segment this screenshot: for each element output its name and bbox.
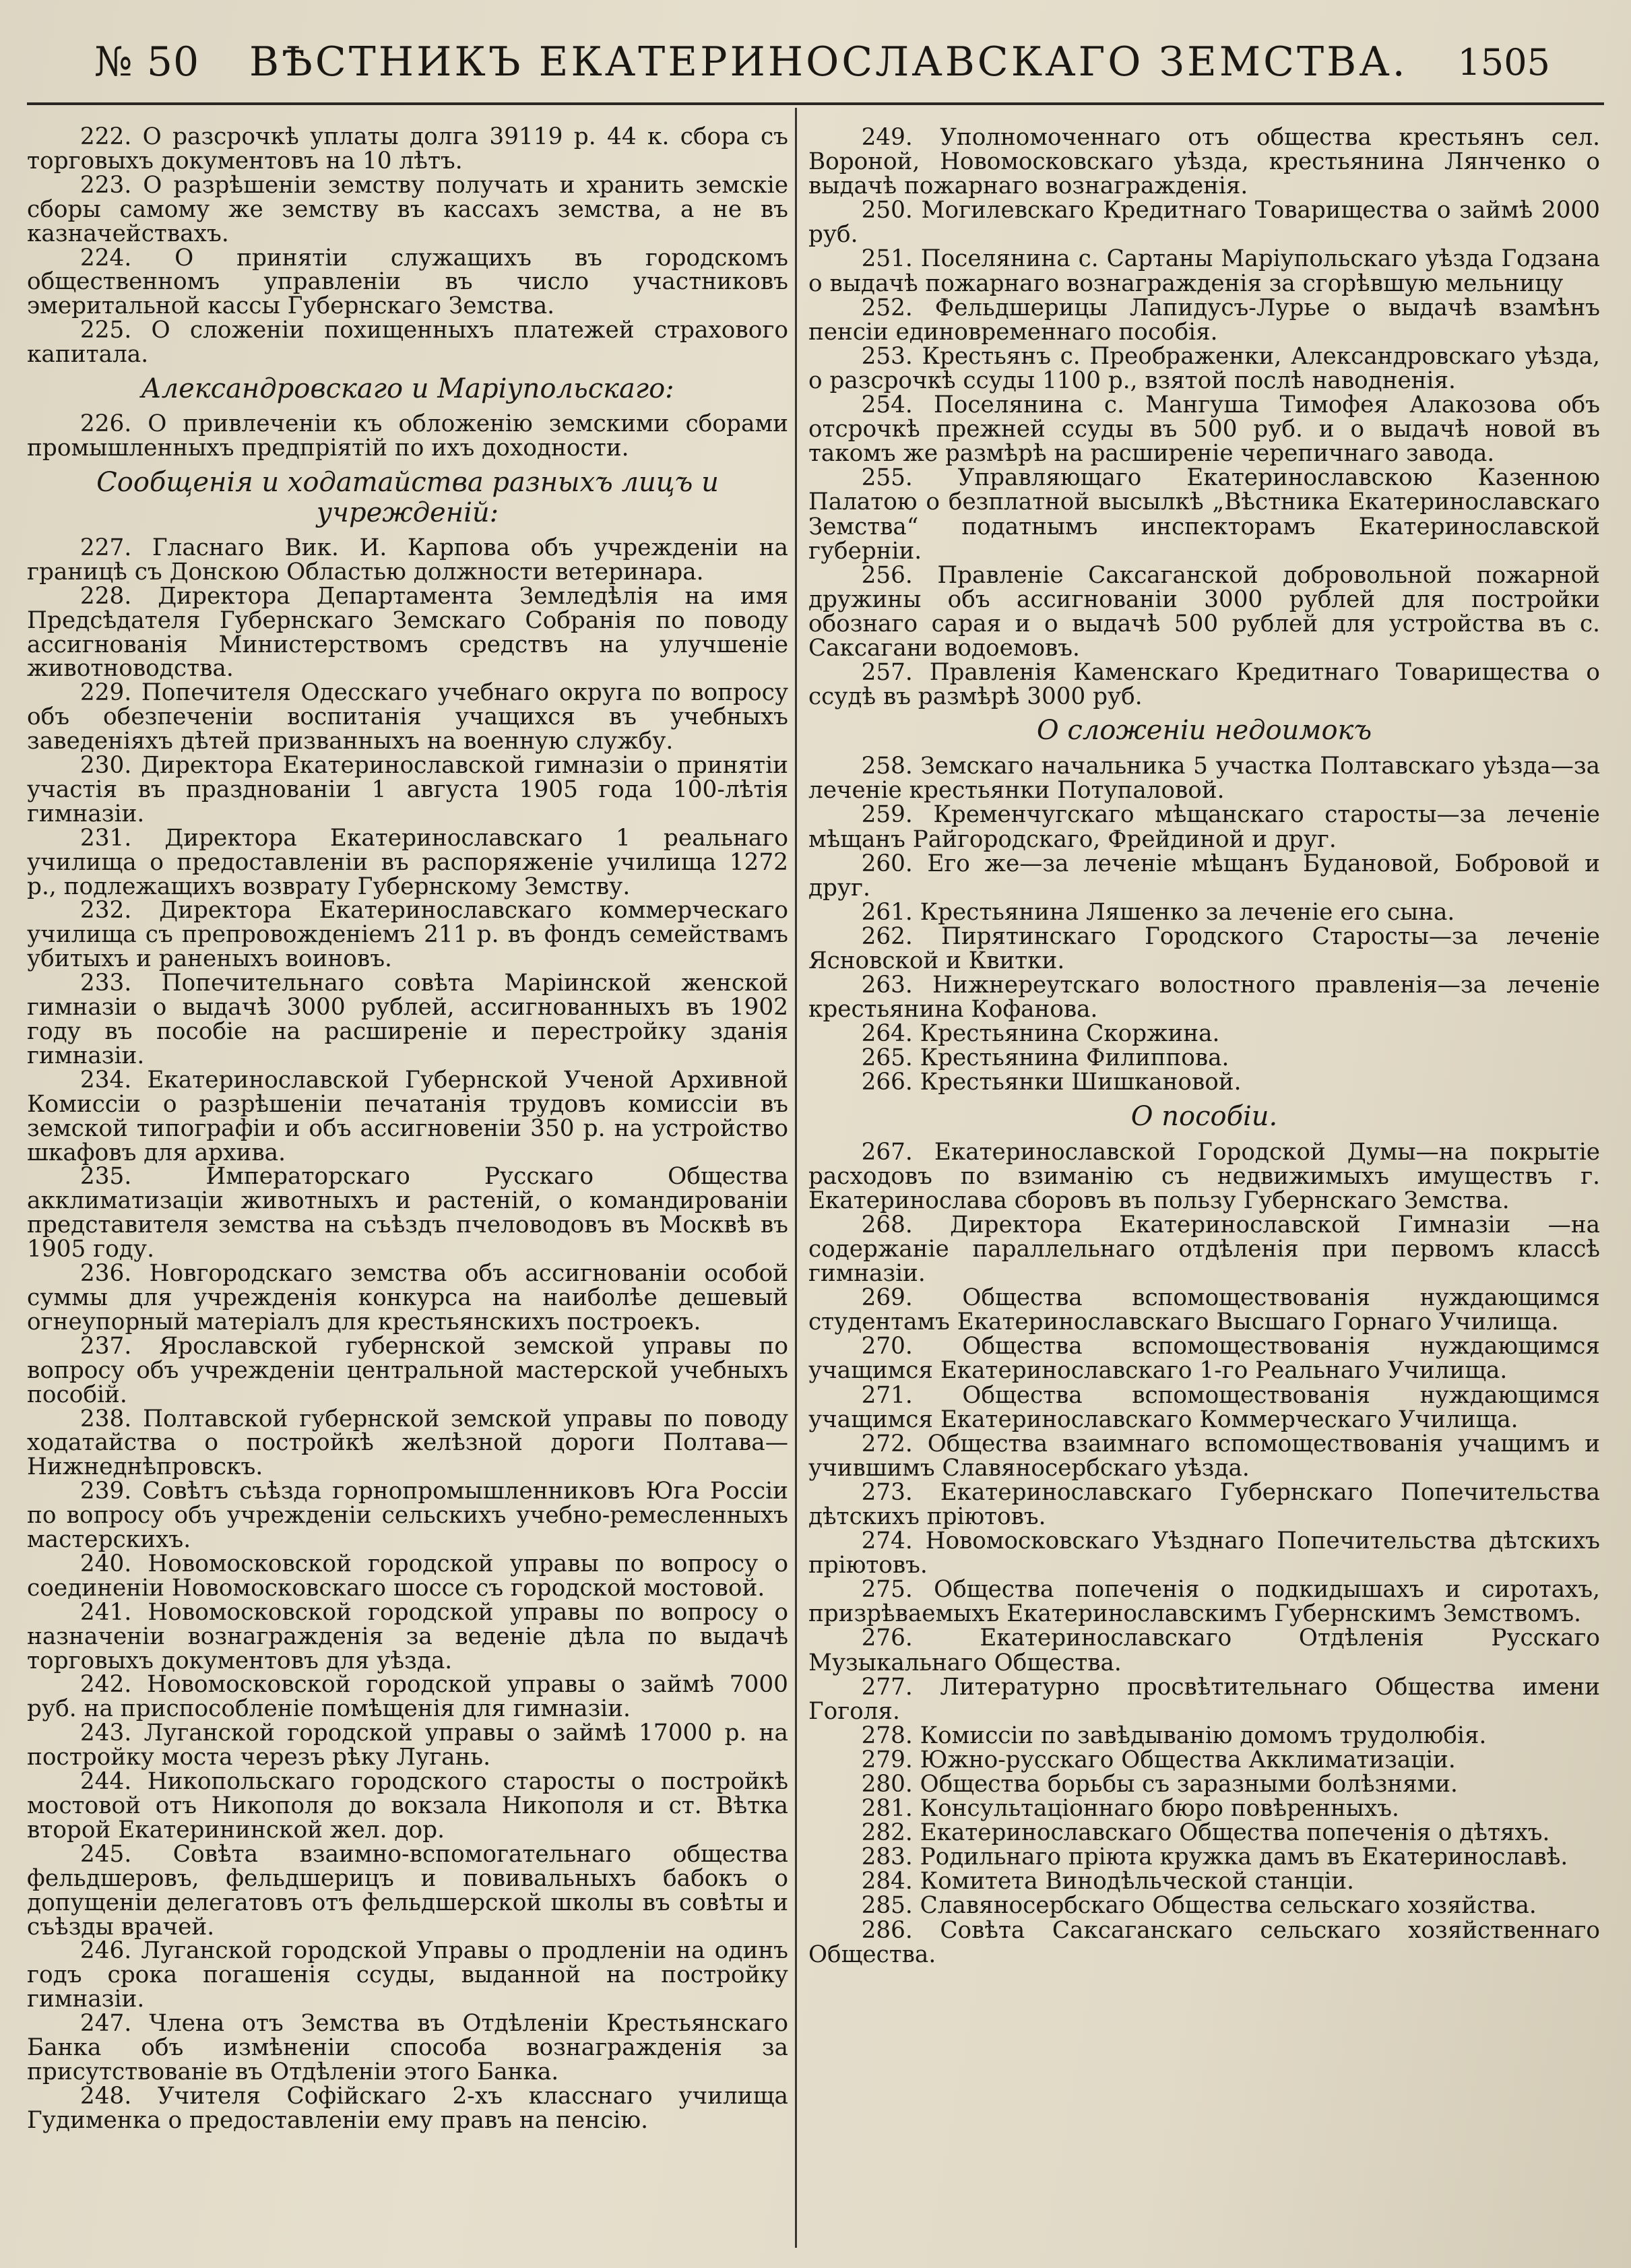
agenda-item: 236. Новгородскаго земства объ ассигнованіи особой суммы для учрежденія конкурса на наиболѣе дешевый огнеупорный матеріалъ для крестьянскихъ построекъ. (27, 1260, 788, 1335)
agenda-item: 243. Луганской городской управы о займѣ 17000 р. на постройку моста черезъ рѣку Лугань. (27, 1720, 788, 1771)
agenda-item: 271. Общества вспомоществованія нуждающимся учащимся Екатеринославскаго Коммерческаго Училища. (808, 1381, 1600, 1433)
agenda-item: 280. Общества борьбы съ заразными болѣзнями. (861, 1771, 1458, 1798)
agenda-item: 253. Крестьянъ с. Преображенки, Александровскаго уѣзда, о разсрочкѣ ссуды 1100 р., взятой послѣ наводненія. (808, 342, 1600, 394)
agenda-item: 239. Совѣтъ съѣзда горнопромышленниковъ Юга Россіи по вопросу объ учрежденіи сельскихъ учебно-ремесленныхъ мастерскихъ. (27, 1478, 788, 1554)
agenda-item: 257. Правленія Каменскаго Кредитнаго Товарищества о ссудѣ въ размѣрѣ 3000 руб. (808, 659, 1600, 711)
agenda-item: 286. Совѣта Саксаганскаго сельскаго хозяйственнаго Общества. (808, 1916, 1600, 1968)
section-heading: Александровскаго и Маріупольскаго: (141, 373, 674, 405)
header-rule (27, 102, 1604, 105)
agenda-item: 244. Никопольскаго городского старосты о постройкѣ мостовой отъ Никополя до вокзала Никополя и ст. Вѣтка второй Екатерининской жел. дор. (27, 1768, 788, 1844)
agenda-item: 270. Общества вспомоществованія нуждающимся учащимся Екатеринославскаго 1-го Реальнаго Училища. (808, 1333, 1600, 1385)
agenda-item: 277. Литературно просвѣтительнаго Общества имени Гоголя. (808, 1673, 1600, 1725)
agenda-item: 278. Комиссіи по завѣдыванію домомъ трудолюбія. (861, 1722, 1487, 1749)
column-divider (795, 108, 797, 2248)
agenda-item: 238. Полтавской губернской земской управы по поводу ходатайства о постройкѣ желѣзной дороги Полтава—Нижнеднѣпровскъ. (27, 1405, 788, 1481)
agenda-item: 231. Директора Екатеринославскаго 1 реальнаго училища о предоставленіи въ распоряженіе училища 1272 р., подлежащихъ возврату Губернскому Земству. (27, 824, 788, 900)
agenda-item: 262. Пирятинскаго Городского Старосты—за леченіе Ясновской и Квитки. (808, 922, 1600, 974)
agenda-item: 283. Родильнаго пріюта кружка дамъ въ Екатеринославѣ. (861, 1844, 1568, 1871)
agenda-item: 241. Новомосковской городской управы по вопросу о назначеніи вознагражденія за веденіе дѣла по выдачѣ торговыхъ документовъ для уѣзда. (27, 1598, 788, 1674)
page-number: 1505 (1457, 40, 1550, 84)
agenda-item: 240. Новомосковской городской управы по вопросу о соединеніи Новомосковскаго шоссе съ городской мостовой. (27, 1550, 788, 1602)
agenda-item: 229. Попечителя Одесскаго учебнаго округа по вопросу объ обезпеченіи воспитанія учащихся въ учебныхъ заведеніяхъ дѣтей призванныхъ на военную службу. (27, 679, 788, 755)
left-column (27, 125, 788, 2248)
agenda-item: 261. Крестьянина Ляшенко за леченіе его сына. (861, 898, 1455, 926)
page-header (94, 24, 1550, 100)
agenda-item: 223. О разрѣшеніи земству получать и хранить земскіе сборы самому же земству въ кассахъ земства, а не въ казначействахъ. (27, 171, 788, 247)
agenda-item: 252. Фельдшерицы Лапидусъ-Лурье о выдачѣ взамѣнъ пенсіи единовременнаго пособія. (808, 294, 1600, 346)
agenda-item: 279. Южно-русскаго Общества Акклиматизаціи. (861, 1746, 1456, 1773)
agenda-item: 251. Поселянина с. Сартаны Маріупольскаго уѣзда Годзана о выдачѣ пожарнаго вознагражденія за сгорѣвшую мельницу (808, 245, 1600, 297)
agenda-item: 266. Крестьянки Шишкановой. (861, 1069, 1242, 1096)
agenda-item: 226. О привлеченіи къ обложенію земскими сборами промышленныхъ предпріятій по ихъ доходности. (27, 410, 788, 462)
agenda-item: 255. Управляющаго Екатеринославскою Казенною Палатою о безплатной высылкѣ „Вѣстника Екатеринославскаго Земства“ податнымъ инспекторамъ Екатеринославской губерніи. (808, 464, 1600, 565)
agenda-item: 264. Крестьянина Скоржина. (861, 1020, 1220, 1048)
agenda-item: 237. Ярославской губернской земской управы по вопросу объ учрежденіи центральной мастерской учебныхъ пособій. (27, 1332, 788, 1408)
section-heading: О пособіи. (1130, 1100, 1278, 1132)
right-column (808, 125, 1600, 2248)
section-heading: О сложеніи недоимокъ (1036, 715, 1372, 747)
agenda-item: 282. Екатеринославскаго Общества попеченія о дѣтяхъ. (861, 1819, 1550, 1847)
agenda-item: 284. Комитета Винодѣльческой станціи. (861, 1868, 1355, 1895)
agenda-item: 275. Общества попеченія о подкидышахъ и сиротахъ, призрѣваемыхъ Екатеринославскимъ Губернскимъ Земствомъ. (808, 1576, 1600, 1628)
agenda-item: 247. Члена отъ Земства въ Отдѣленіи Крестьянскаго Банка объ измѣненіи способа вознагражденія за присутствованіе въ Отдѣленіи этого Банка. (27, 2010, 788, 2085)
agenda-item: 242. Новомосковской городской управы о займѣ 7000 руб. на приспособленіе помѣщенія для гимназіи. (27, 1671, 788, 1723)
agenda-item: 225. О сложеніи похищенныхъ платежей страхового капитала. (27, 317, 788, 369)
agenda-item: 230. Директора Екатеринославской гимназіи о принятіи участія въ празднованіи 1 августа 1905 года 100-лѣтія гимназіи. (27, 752, 788, 827)
agenda-item: 263. Нижнереутскаго волостного правленія—за леченіе крестьянина Кофанова. (808, 972, 1600, 1023)
agenda-item: 254. Поселянина с. Мангуша Тимофея Алакозова объ отсрочкѣ прежней ссуды въ 500 руб. и о выдачѣ новой въ такомъ же размѣрѣ на расширеніе черепичнаго завода. (808, 391, 1600, 468)
agenda-item: 276. Екатеринославскаго Отдѣленія Русскаго Музыкальнаго Общества. (808, 1625, 1600, 1676)
agenda-item: 222. О разсрочкѣ уплаты долга 39119 р. 44 к. сбора съ торговыхъ документовъ на 10 лѣтъ. (27, 123, 788, 175)
agenda-item: 224. О принятіи служащихъ въ городскомъ общественномъ управленіи въ число участниковъ эмеритальной кассы Губернскаго Земства. (27, 244, 788, 320)
agenda-item: 259. Кременчугскаго мѣщанскаго старосты—за леченіе мѣщанъ Райгородскаго, Фрейдиной и друг. (808, 801, 1600, 853)
agenda-item: 245. Совѣта взаимно-вспомогательнаго общества фельдшеровъ, фельдшерицъ и повивальныхъ бабокъ о допущеніи делегатовъ отъ фельдшерской школы въ совѣты и съѣзды врачей. (27, 1840, 788, 1941)
journal-title: ВѢСТНИКЪ ЕКАТЕРИНОСЛАВСКАГО ЗЕМСТВА. (249, 38, 1408, 86)
agenda-item: 232. Директора Екатеринославскаго коммерческаго училища съ препровожденіемъ 211 р. въ фондъ семействамъ убитыхъ и раненыхъ воиновъ. (27, 897, 788, 973)
agenda-item: 246. Луганской городской Управы о продленіи на одинъ годъ срока погашенія ссуды, выданной на постройку гимназіи. (27, 1937, 788, 2013)
agenda-item: 273. Екатеринославскаго Губернскаго Попечительства дѣтскихъ пріютовъ. (808, 1478, 1600, 1530)
agenda-item: 235. Императорскаго Русскаго Общества акклиматизаціи животныхъ и растеній, о командированіи представителя земства на съѣздъ пчеловодовъ въ Москвѣ въ 1905 году. (27, 1163, 788, 1263)
agenda-item: 265. Крестьянина Филиппова. (861, 1044, 1229, 1072)
section-heading: Сообщенія и ходатайства разныхъ лицъ и учрежденій: (96, 466, 719, 528)
agenda-item: 256. Правленіе Саксаганской добровольной пожарной дружины объ ассигнованіи 3000 рублей для постройки обознаго сарая и о выдачѣ 500 рублей для устройства въ с. Саксагани водоемовъ. (808, 561, 1600, 662)
agenda-item: 285. Славяносербскаго Общества сельскаго хозяйства. (861, 1892, 1537, 1920)
agenda-item: 269. Общества вспомоществованія нуждающимся студентамъ Екатеринославскаго Высшаго Горнаго Училища. (808, 1284, 1600, 1336)
agenda-item: 274. Новомосковскаго Уѣзднаго Попечительства дѣтскихъ пріютовъ. (808, 1527, 1600, 1579)
agenda-item: 233. Попечительнаго совѣта Маріинской женской гимназіи о выдачѣ 3000 рублей, ассигнованныхъ въ 1902 году въ пособіе на расширеніе и перестройку зданія гимназіи. (27, 970, 788, 1069)
agenda-item: 227. Гласнаго Вик. И. Карпова объ учрежденіи на границѣ съ Донскою Областью должности ветеринара. (27, 534, 788, 586)
agenda-item: 249. Уполномоченнаго отъ общества крестьянъ сел. Вороной, Новомосковскаго уѣзда, крестьянина Лянченко о выдачѣ пожарнаго вознагражденія. (808, 124, 1600, 200)
agenda-item: 260. Его же—за леченіе мѣщанъ Будановой, Бобровой и друг. (808, 850, 1600, 902)
agenda-item: 248. Учителя Софійскаго 2-хъ класснаго училища Гудименка о предоставленіи ему правъ на пенсію. (27, 2082, 788, 2134)
agenda-item: 228. Директора Департамента Земледѣлія на имя Предсѣдателя Губернскаго Земскаго Собранія по поводу ассигнованія Министерствомъ средствъ на улучшеніе животноводства. (27, 582, 788, 683)
agenda-item: 267. Екатеринославской Городской Думы—на покрытіе расходовъ по взиманію съ недвижимыхъ имуществъ г. Екатеринослава сборовъ въ пользу Губернскаго Земства. (808, 1138, 1600, 1214)
agenda-item: 281. Консультаціоннаго бюро повѣренныхъ. (861, 1795, 1399, 1823)
agenda-item: 268. Директора Екатеринославской Гимназіи —на содержаніе параллельнаго отдѣленія при первомъ классѣ гимназіи. (808, 1211, 1600, 1288)
agenda-item: 234. Екатеринославской Губернской Ученой Архивной Комиссіи о разрѣшеніи печатанія трудовъ комиссіи въ земской типографіи и объ ассигновеніи 350 р. на устройство шкафовъ для архива. (27, 1066, 788, 1166)
agenda-item: 250. Могилевскаго Кредитнаго Товарищества о займѣ 2000 руб. (808, 197, 1600, 249)
agenda-item: 258. Земскаго начальника 5 участка Полтавскаго уѣзда—за леченіе крестьянки Потупаловой. (808, 753, 1600, 805)
agenda-item: 272. Общества взаимнаго вспомоществованія учащимъ и учившимъ Славяносербскаго уѣзда. (808, 1430, 1600, 1482)
issue-number: № 50 (94, 38, 200, 86)
